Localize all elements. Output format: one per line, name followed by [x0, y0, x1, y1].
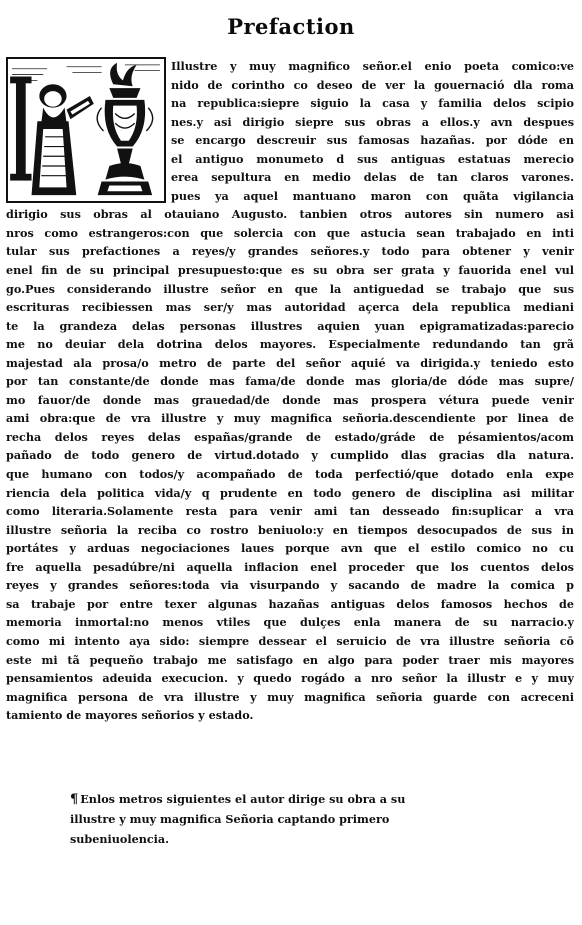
text-line: me no deuiar dela dotrina delos mayores. Especialmente redundando tan grã [6, 337, 574, 352]
preface-paragraph [6, 57, 574, 725]
text-line: nes.y asi dirigio siepre sus obras a ellos.y avn despues [171, 114, 574, 129]
text-line: te la grandeza delas personas illustres aquien yuan epigramatizadas:parecio [6, 318, 574, 333]
verses-note-line: subeniuolencia. [70, 832, 170, 846]
text-line: illustre señoria la reciba co rostro beniuolo:y en tiempos desocupados de sus in [6, 522, 574, 537]
text-line: Illustre y muy magnifico señor.el enio poeta comico:ve [171, 59, 574, 73]
text-line: reyes y grandes señores:toda via visurpando y sacando de madre la comica p [6, 578, 574, 593]
text-line: el antiguo monumeto d sus antiguas estatuas merecio [171, 151, 574, 166]
pilcrow-icon: ¶ [70, 792, 79, 807]
verses-note [70, 789, 470, 849]
text-line: por tan constante/de donde mas fama/de donde mas gloria/de dóde mas supre/ [6, 374, 574, 389]
text-line: pensamientos adeuida execucion. y quedo rogádo a nro señor la illustr e y muy [6, 671, 574, 686]
text-line: ami obra:que de vra illustre y muy magnifica señoria.descendiente por linea de [6, 411, 574, 426]
text-line: dirigio sus obras al otauiano Augusto. tanbien otros autores sin numero asi [6, 207, 574, 222]
text-line: como literaria.Solamente resta para venir ami tan desseado fin:suplicar a vra [6, 504, 574, 519]
text-line: mo fauor/de donde mas grauedad/de donde mas prospera vétura puede venir [6, 392, 574, 407]
text-line: portátes y arduas negociaciones laues porque avn que el estilo comico no cu [6, 541, 574, 556]
page-heading: Prefaction [227, 14, 355, 39]
text-line: pues ya aquel mantuano maron con quãta vigilancia [171, 188, 574, 203]
text-line: recha delos reyes delas españas/grande de estado/gráde de pésamientos/acom [6, 429, 574, 444]
text-line: como mi intento aya sido: siempre dessear el seruicio de vra illustre señoria cō [6, 633, 574, 648]
text-line: tular sus prefactiones a reyes/y grandes señores.y todo para obtener y venir [6, 244, 574, 259]
text-line: erea sepultura en medio delas de tan claros varones. [171, 170, 574, 185]
text-line: go.Pues considerando illustre señor en que la antiguedad se trabajo que sus [6, 281, 574, 296]
text-line: magnifica persona de vra illustre y muy magnifica señoria guarde con acreceni [6, 689, 574, 704]
verses-note-line [70, 789, 470, 809]
text-line: na republica:siepre siguio la casa y familia delos scipio [171, 96, 574, 111]
text-line: nros como estrangeros:con que solercia con que astucia sean trabajado en inti [6, 225, 574, 240]
text-line: tamiento de mayores señorios y estado. [6, 708, 254, 723]
text-line: que humano con todos/y acompañado de toda perfectió/que dotado enla expe [6, 467, 574, 482]
text-line: pañado de todo genero de virtud.dotado y cumplido dlas gracias dla natura. [6, 448, 574, 463]
text-line: enel fin de su principal presupuesto:que es su obra ser grata y fauorida enel vul [6, 263, 574, 278]
text-line: fre aquella pesadúbre/ni aquella inflacion enel proceder que los cuentos delos [6, 559, 574, 574]
text-line: majestad ala prosa/o metro de parte del señor aquié va dirigida.y teniedo esto [6, 355, 574, 370]
verses-note-text: Enlos metros siguientes el autor dirige su obra a su [80, 792, 406, 806]
text-line: este mi tã pequeño trabajo me satisfago en algo para poder traer mis mayores [6, 652, 574, 667]
text-line: nido de corintho co deseo de ver la gouernació dla roma [171, 77, 574, 92]
text-line: escrituras recibiessen mas ser/y mas autoridad açerca dela republica mediani [6, 300, 574, 315]
text-line: memoria inmortal:no menos vtiles que dulçes enla manera de su narracio.y [6, 615, 574, 630]
text-line: riencia dela politica vida/y q prudente en todo genero de disciplina asi militar [6, 485, 574, 500]
text-line: sa trabaje por entre texer algunas hazañas antiguas delos famosos hechos de [6, 596, 574, 611]
verses-note-line: illustre y muy magnifica Señoria captando primero [70, 812, 390, 826]
text-line: se encargo descreuir sus famosas hazañas. por dóde en [171, 133, 574, 148]
